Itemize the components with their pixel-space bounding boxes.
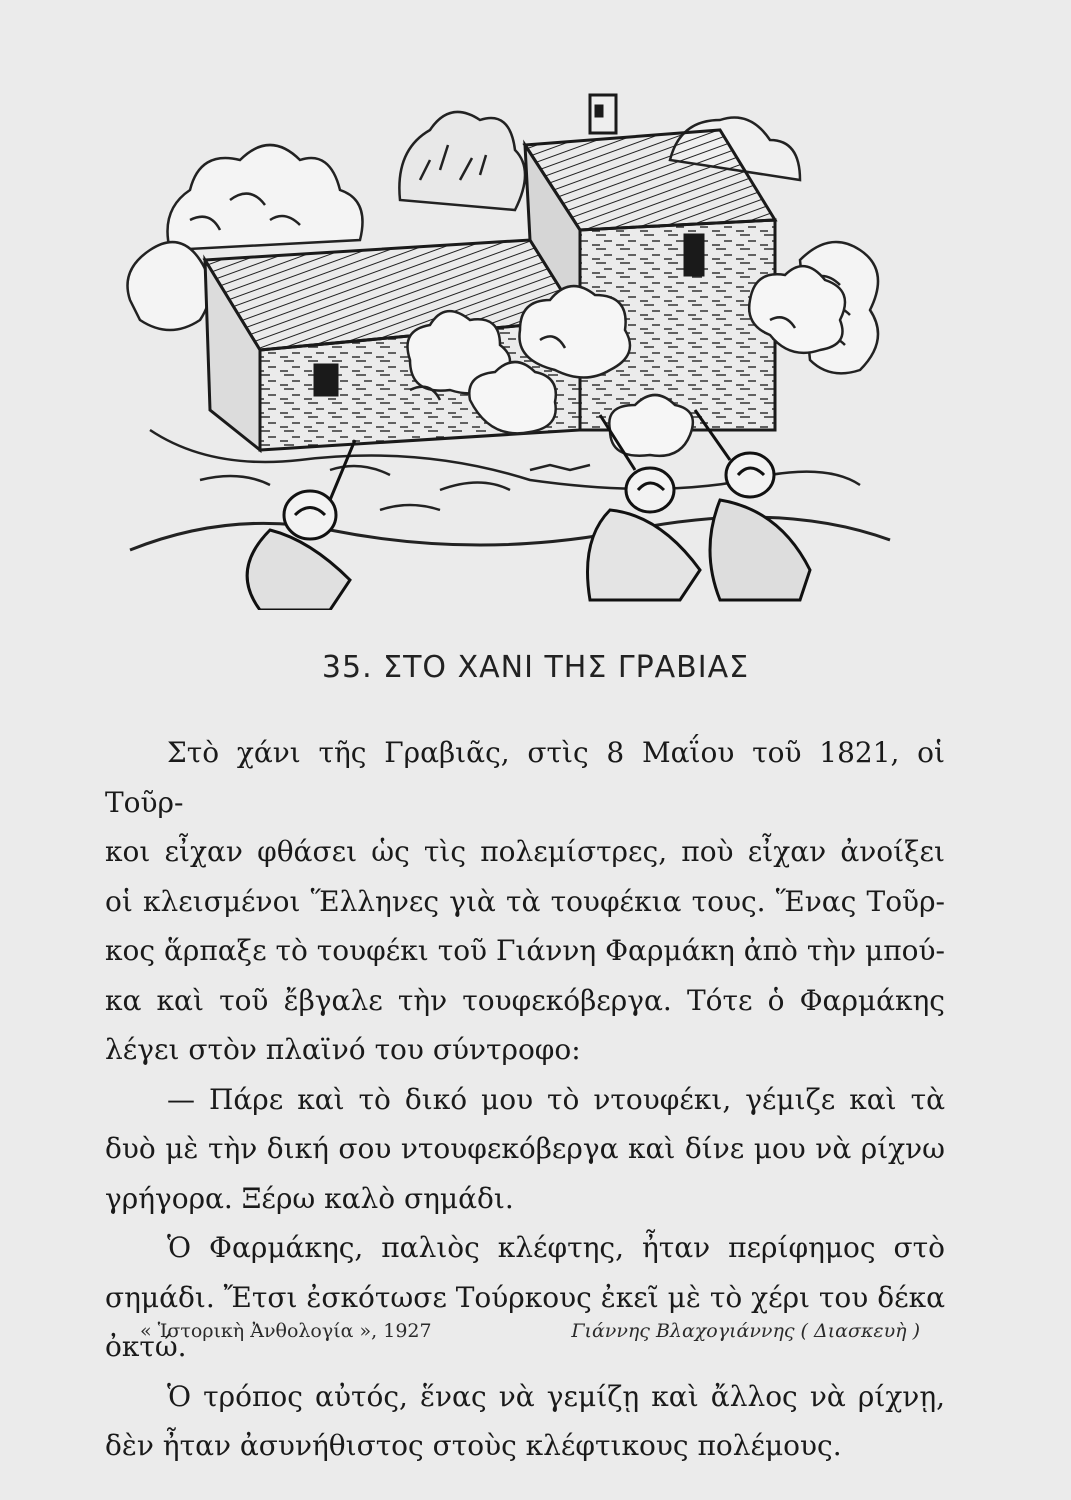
paragraph-2-line-2: δυὸ μὲ τὴν δική σου ντουφεκόβεργα καὶ δίνε μου νὰ ρίχνω bbox=[105, 1132, 945, 1165]
paragraph-1-line-6: λέγει στὸν πλαϊνό του σύντροφο: bbox=[105, 1033, 581, 1066]
paragraph-3-line-3: ὀκτώ. bbox=[105, 1330, 187, 1363]
source-citation: « Ἱστορικὴ Ἀνθολογία », 1927 bbox=[140, 1320, 432, 1342]
paragraph-2-line-1: — Πάρε καὶ τὸ δικό μου τὸ ντουφέκι, γέμιζε καὶ τὰ bbox=[167, 1082, 945, 1116]
author-credit: Γιάννης Βλαχογιάννης ( Διασκευὴ ) bbox=[571, 1320, 920, 1342]
chapter-title: 35. ΣΤΟ ΧΑΝΙ ΤΗΣ ΓΡΑΒΙΑΣ bbox=[321, 650, 750, 685]
paragraph-3-line-1: Ὁ Φαρμάκης, παλιὸς κλέφτης, ἦταν περίφημος στὸ bbox=[167, 1231, 945, 1264]
paragraph-3-line-2: σημάδι. Ἔτσι ἐσκότωσε Τούρκους ἐκεῖ μὲ τὸ χέρι του δέκα bbox=[105, 1280, 945, 1314]
paragraph-1-line-5: κα καὶ τοῦ ἔβγαλε τὴν τουφεκόβεργα. Τότε ὁ Φαρμάκης bbox=[105, 983, 945, 1017]
paragraph-4-line-1: Ὁ τρόπος αὐτός, ἕνας νὰ γεμίζῃ καὶ ἄλλος νὰ ρίχνῃ, bbox=[167, 1379, 945, 1413]
paragraph-4-line-2: δὲν ἦταν ἀσυνήθιστος στοὺς κλέφτικους πολέμους. bbox=[105, 1429, 842, 1462]
paragraph-2-line-3: γρήγορα. Ξέρω καλὸ σημάδι. bbox=[105, 1181, 514, 1215]
paragraph-1-line-1: Στὸ χάνι τῆς Γραβιᾶς, στὶς 8 Μαΐου τοῦ 1821, οἱ Τοῦρ- bbox=[105, 736, 945, 819]
paragraph-1-line-2: κοι εἶχαν φθάσει ὡς τὶς πολεμίστρες, ποὺ εἶχαν ἀνοίξει bbox=[105, 835, 945, 868]
illustration-inn-of-gravia bbox=[110, 70, 910, 610]
body-text bbox=[105, 728, 945, 1471]
paragraph-1-line-3: οἱ κλεισμένοι Ἕλληνες γιὰ τὰ τουφέκια τους. Ἕνας Τοῦρ- bbox=[105, 884, 945, 918]
paragraph-1-line-4: κος ἅρπαξε τὸ τουφέκι τοῦ Γιάννη Φαρμάκη ἀπὸ τὴν μπού- bbox=[105, 934, 945, 967]
